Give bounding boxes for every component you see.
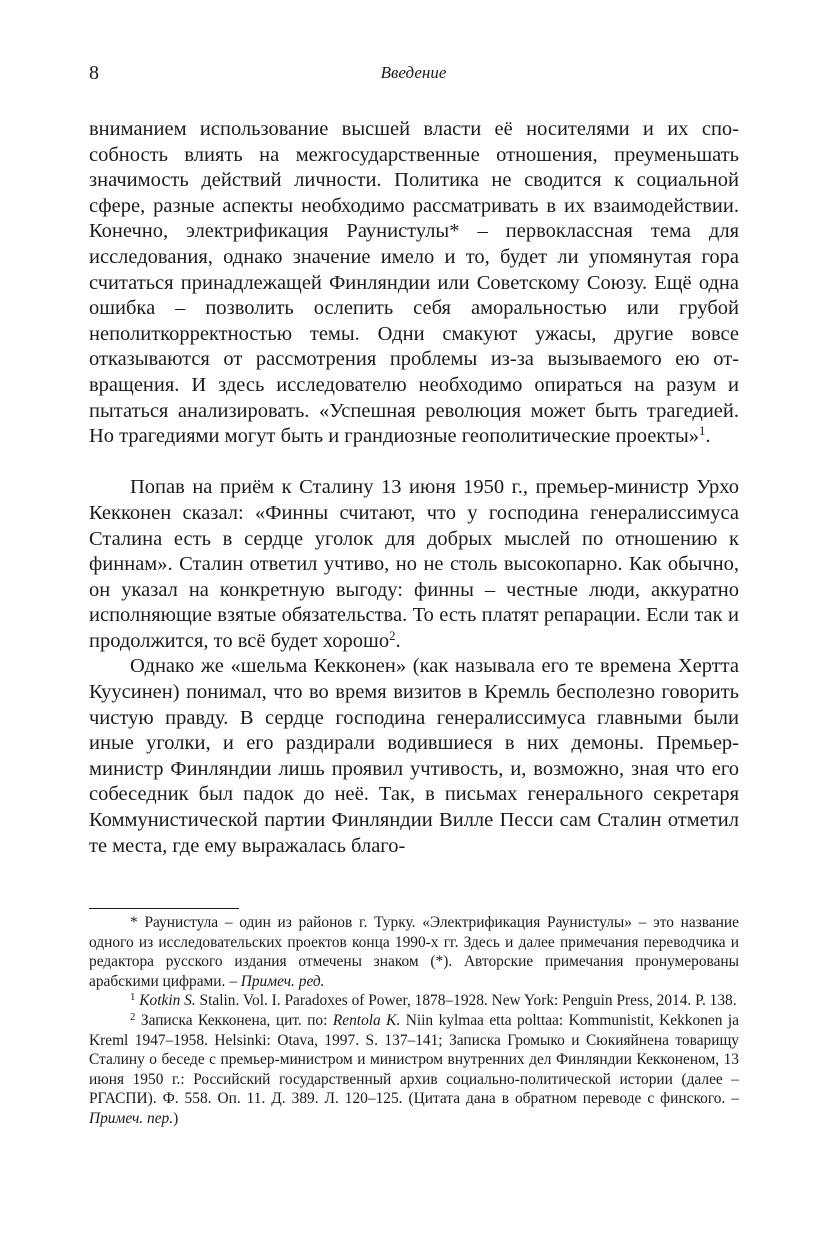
paragraph-1 bbox=[89, 117, 739, 450]
footnote-1-author: Kotkin S. bbox=[139, 992, 196, 1010]
running-title: Введение bbox=[380, 63, 447, 82]
paragraph-1-text-b: – первоклассная тема для исследования, однако значение имело и то, будет ли упомянутая гора считаться принадлежащей Финляндии или Советскому Союзу. Ещё одна ошибка – позволить ослепить себя аморальностью или грубой неполиткорректностью темы. Одни смакуют ужасы, другие вовсе отказываются от рассмотрения проблемы из-за вызываемого ею отвращения. И здесь исследователю необходимо опираться на разум и пытаться анализировать. «Успешная революция может быть трагедией. Но трагедиями могут быть и грандиозные геополитические проекты» bbox=[89, 220, 739, 448]
footnote-ref-1: 1 bbox=[698, 424, 706, 439]
paragraph-2-text-a: Попав на приём к Сталину 13 июня 1950 г., премьер-министр Урхо Кекконен сказал: «Финны считают, что у господина генералиссимуса Сталина есть в сердце уголок для добрых мыслей по отношению к финнам». Сталин ответил учтиво, но не столь высокопарно. Как обычно, он указал на конкретную выгоду: финны – честные люди, аккуратно исполняющие взятые обязательства. То есть платят репарации. Если так и продолжится, то всё будет хорошо bbox=[89, 476, 739, 652]
footnote-2 bbox=[89, 1011, 739, 1129]
paragraph-2-text-b: . bbox=[395, 629, 401, 652]
footnote-ref-2: 2 bbox=[389, 628, 396, 643]
paragraph-3-text: Однако же «шельма Кекконен» (как называла его те времена Хертта Куусинен) понимал, что во время визитов в Кремль бесполезно говорить чистую правду. В сердце господина генералиссимуса главными были иные уголки, и его раздирали водившиеся в них демоны. Премьер-министр Финляндии лишь проявил учтивость, и, возможно, зная что его собеседник был падок до неё. Так, в письмах генерального секретаря Коммунистической партии Финляндии Вилле Песси сам Сталин отметил те места, где ему выражалась благо- bbox=[89, 655, 739, 857]
footnote-star-note: Примеч. ред. bbox=[240, 972, 325, 990]
paragraph-1-text-c: . bbox=[705, 425, 711, 448]
paragraph-2 bbox=[89, 475, 739, 654]
footnote-1 bbox=[89, 991, 739, 1011]
footnote-ref-star: * bbox=[449, 220, 460, 243]
page-number: 8 bbox=[89, 62, 99, 84]
footnote-star-mark: * bbox=[130, 914, 138, 931]
footnote-2-text-b: Niin kylmaa etta polttaa: Kommunistit, Kekkonen ja Kreml 1947–1958. Helsinki: Otava, 1997. S. 137–141; Записка Громыко и Сюкияйнена товарищу Сталину о беседе с премьер-министром и министром внутренних дел Финляндии Кекконеном, 13 июня 1950 г.: Российский государственный архив социально-политической истории (далее – РГАСПИ). Ф. 558. Оп. 11. Д. 389. Л. 120–125. (Цитата дана в обратном переводе с финского. – bbox=[89, 1011, 739, 1108]
footnote-2-author: Rentola K. bbox=[332, 1011, 401, 1029]
footnotes bbox=[89, 913, 739, 1129]
paragraph-3 bbox=[89, 654, 739, 859]
main-text bbox=[89, 117, 739, 859]
paragraph-1-text-a: вниманием использование высшей власти её носителями и их способность влиять на межгосударственные отношения, преуменьшать значимость действий личности. Политика не сводится к социальной сфере, разные аспекты необходимо рассматривать в их взаимодействии. Конечно, электрификация Раунистулы bbox=[89, 118, 739, 243]
footnote-2-mark: 2 bbox=[130, 1011, 136, 1024]
footnote-divider bbox=[89, 908, 239, 909]
footnote-2-note: Примеч. пер. bbox=[89, 1109, 174, 1127]
footnote-star-text: Раунистула – один из районов г. Турку. «Электрификация Раунистулы» – это название одного из исследовательских проектов конца 1990-х гг. Здесь и далее примечания переводчика и редактора русского издания отмечены знаком (*). Авторские примечания пронумерованы арабскими цифрами. – bbox=[89, 914, 739, 990]
footnote-2-text-a: Записка Кекконена, цит. по: bbox=[140, 1011, 333, 1029]
footnote-1-mark: 1 bbox=[130, 991, 136, 1004]
footnote-1-text: Stalin. Vol. I. Paradoxes of Power, 1878–1928. New York: Penguin Press, 2014. P. 138. bbox=[195, 992, 737, 1010]
footnote-2-text-c: ) bbox=[173, 1109, 179, 1127]
footnote-star bbox=[89, 913, 739, 991]
